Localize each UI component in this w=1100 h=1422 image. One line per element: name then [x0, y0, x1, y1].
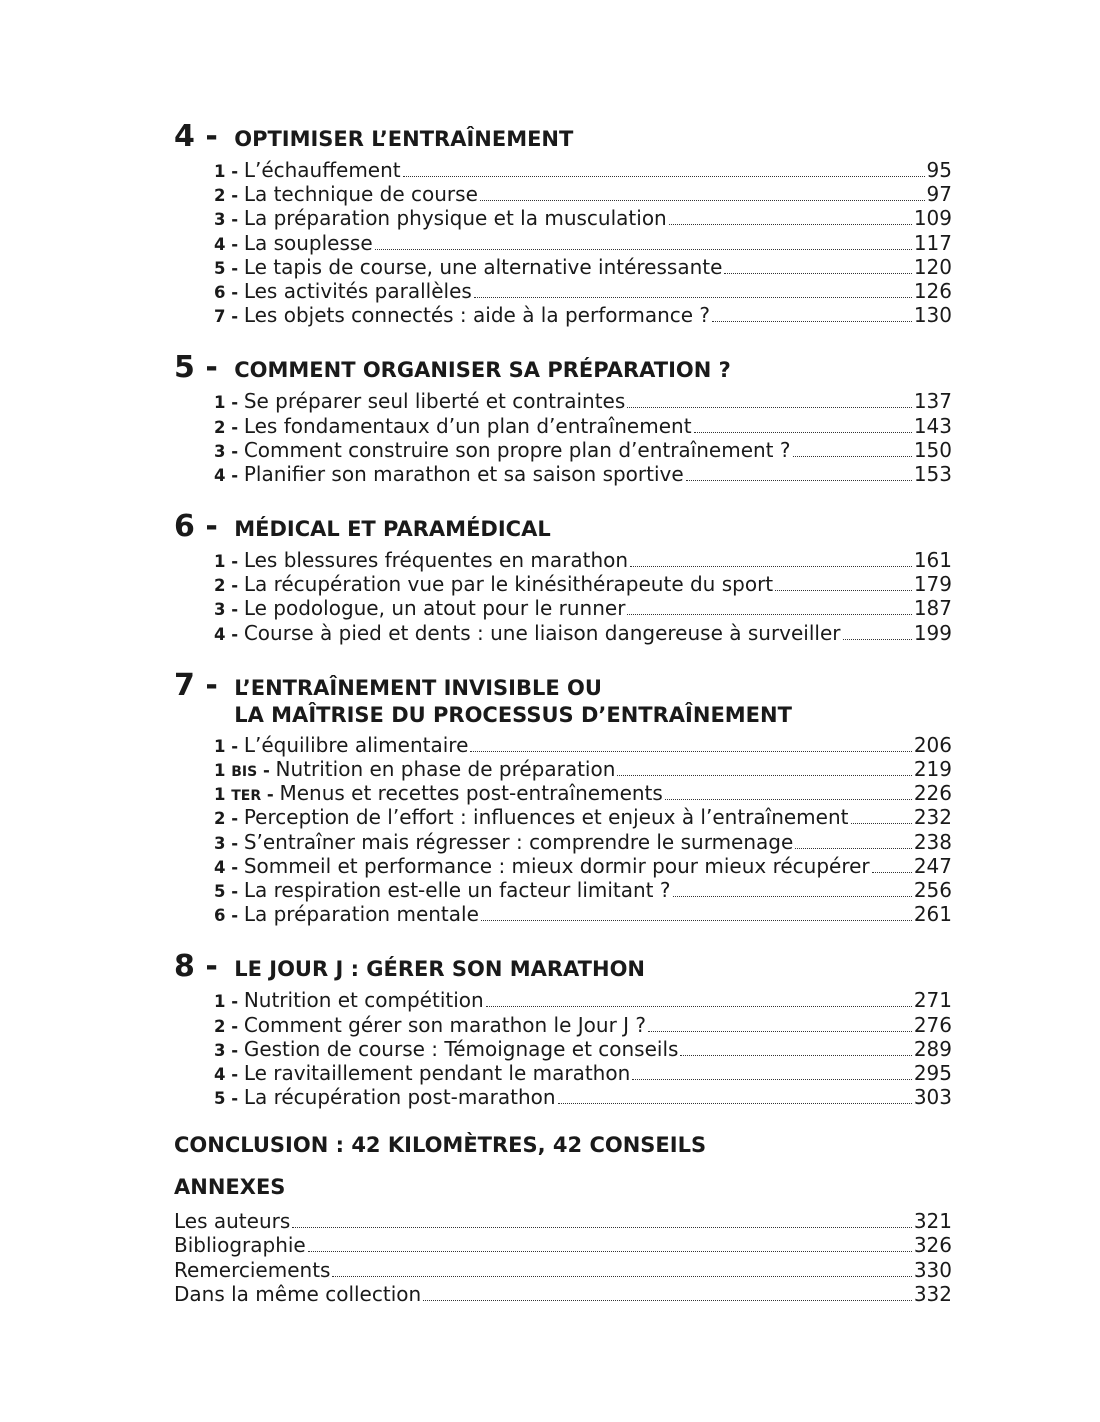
dot-leader — [403, 176, 925, 177]
toc-entry[interactable] — [214, 279, 952, 303]
entry-title: Dans la même collection — [174, 1281, 422, 1306]
conclusion-heading: CONCLUSION : 42 KILOMÈTRES, 42 CONSEILS — [174, 1133, 707, 1158]
toc-entry[interactable] — [214, 158, 952, 182]
entry-number: 4 - — [214, 1064, 244, 1084]
dot-leader — [795, 848, 912, 849]
entry-title: La respiration est-elle un facteur limitant ? — [243, 877, 671, 902]
dot-leader — [680, 1055, 911, 1056]
page-number: 117 — [913, 230, 952, 255]
page-number: 137 — [913, 389, 952, 414]
entry-title: Les fondamentaux d’un plan d’entraînement — [243, 413, 692, 438]
page-number: 126 — [913, 278, 952, 303]
page-number: 247 — [913, 853, 952, 878]
entry-number: 4 - — [214, 234, 244, 254]
entry-title: Comment gérer son marathon le Jour J ? — [243, 1012, 647, 1037]
toc-entry[interactable] — [174, 1258, 952, 1282]
dot-leader — [872, 872, 912, 873]
page-number: 95 — [926, 158, 952, 182]
toc-entry[interactable] — [214, 781, 952, 805]
page-number: 295 — [913, 1060, 952, 1085]
entry-title: Nutrition et compétition — [243, 988, 484, 1013]
dot-leader — [617, 775, 911, 776]
chapter-section — [174, 669, 952, 927]
page-number: 276 — [913, 1012, 952, 1037]
entry-title: Remerciements — [174, 1257, 331, 1282]
chapter-number: 4 - — [174, 119, 229, 154]
entry-title: Les blessures fréquentes en marathon — [243, 548, 629, 573]
entry-title: S’entraîner mais régresser : comprendre le surmenage — [243, 829, 794, 854]
dot-leader — [332, 1276, 911, 1277]
chapter-section — [174, 510, 952, 645]
dot-leader — [486, 1006, 912, 1007]
entry-number: 6 - — [214, 906, 244, 926]
chapter-title — [234, 956, 645, 983]
toc-entry[interactable] — [214, 805, 952, 829]
dot-leader — [470, 751, 911, 752]
page-number: 232 — [913, 805, 952, 830]
page-number: 120 — [913, 254, 952, 279]
dot-leader — [375, 249, 912, 250]
chapter-list — [174, 120, 952, 1109]
dot-leader — [481, 920, 912, 921]
entry-title: Le ravitaillement pendant le marathon — [243, 1060, 631, 1085]
entry-number: 1 TER - — [214, 785, 280, 805]
entry-title: Nutrition en phase de préparation — [275, 757, 616, 781]
toc-entry[interactable] — [214, 1085, 952, 1109]
entry-number: 5 - — [214, 258, 244, 278]
page-number: 289 — [913, 1036, 952, 1061]
chapter-title-line: L’ENTRAÎNEMENT INVISIBLE OU — [234, 675, 602, 700]
dot-leader — [627, 614, 911, 615]
toc-entry[interactable] — [214, 572, 952, 596]
entry-title: Le podologue, un atout pour le runner — [243, 596, 626, 621]
chapter-heading — [174, 950, 952, 984]
entry-number: 1 - — [214, 552, 244, 572]
chapter-title-line: LA MAÎTRISE DU PROCESSUS D’ENTRAÎNEMENT — [234, 702, 792, 727]
chapter-number: 5 - — [174, 350, 229, 386]
entry-number: 4 - — [214, 624, 244, 644]
entry-title: Gestion de course : Témoignage et conseils — [243, 1036, 679, 1061]
page-number: 271 — [913, 988, 952, 1013]
page-number: 303 — [913, 1085, 952, 1110]
chapter-title-line: OPTIMISER L’ENTRAÎNEMENT — [234, 127, 574, 151]
toc-entry[interactable] — [214, 830, 952, 854]
toc-entry[interactable] — [214, 878, 952, 902]
dot-leader — [686, 480, 912, 481]
dot-leader — [627, 407, 912, 408]
entry-number: 1 - — [214, 992, 244, 1012]
page-number: 109 — [913, 206, 952, 231]
page-number: 226 — [913, 781, 952, 806]
entry-title: Perception de l’effort : influences et enjeux à l’entraînement — [243, 805, 849, 830]
toc-entry[interactable] — [214, 757, 952, 781]
dot-leader — [480, 200, 925, 201]
dot-leader — [308, 1251, 912, 1252]
toc-entry[interactable] — [214, 596, 952, 620]
entry-title: La récupération vue par le kinésithérapeute du sport — [243, 572, 774, 597]
chapter-heading — [174, 669, 952, 729]
entry-title: Menus et recettes post-entraînements — [279, 781, 663, 806]
entry-number: 1 - — [214, 393, 244, 413]
toc-entry[interactable] — [214, 303, 952, 327]
dot-leader — [630, 566, 912, 567]
toc-entry[interactable] — [214, 548, 952, 572]
chapter-title-line: MÉDICAL ET PARAMÉDICAL — [234, 517, 551, 542]
toc-entry[interactable] — [214, 255, 952, 279]
entry-title: La technique de course — [243, 182, 478, 207]
dot-leader — [558, 1103, 912, 1104]
chapter-heading — [174, 351, 952, 385]
entry-number: 5 - — [214, 1089, 244, 1109]
entry-title: Planifier son marathon et sa saison sportive — [243, 461, 684, 486]
page-number: 206 — [913, 732, 952, 757]
page-number: 238 — [913, 829, 952, 854]
page-number: 150 — [913, 437, 952, 462]
page-number: 153 — [913, 461, 952, 486]
chapter-number: 8 - — [174, 949, 229, 985]
chapter-entry-list — [174, 548, 952, 645]
page-number: 256 — [913, 877, 952, 902]
entry-title: Les auteurs — [174, 1209, 291, 1234]
chapter-entry-list — [174, 733, 952, 927]
chapter-number: 6 - — [174, 509, 229, 545]
entry-number: 4 - — [214, 465, 244, 485]
entry-number: 2 - — [214, 1016, 244, 1036]
toc-entry[interactable] — [214, 389, 952, 413]
page-number: 321 — [913, 1209, 952, 1234]
dot-leader — [665, 799, 912, 800]
entry-title: Course à pied et dents : une liaison dangereuse à surveiller — [243, 620, 841, 645]
chapter-title — [234, 516, 551, 543]
chapter-title — [234, 126, 573, 153]
dot-leader — [669, 224, 912, 225]
entry-number: 3 - — [214, 833, 244, 853]
chapter-section — [174, 351, 952, 486]
dot-leader — [694, 432, 912, 433]
entry-number: 6 - — [214, 282, 244, 302]
entry-title: Le tapis de course, une alternative intéressante — [243, 254, 723, 279]
entry-title: La souplesse — [243, 230, 373, 255]
chapter-heading — [174, 120, 952, 154]
entry-number: 1 - — [214, 736, 244, 756]
entry-title: Se préparer seul liberté et contraintes — [243, 389, 626, 414]
page-number: 332 — [913, 1281, 952, 1306]
entry-title: La préparation mentale — [243, 902, 479, 927]
dot-leader — [292, 1227, 912, 1228]
entry-title: Les objets connectés : aide à la performance ? — [243, 303, 711, 328]
entry-title: La préparation physique et la musculation — [243, 206, 667, 231]
entry-number: 1 BIS - — [214, 761, 276, 780]
page-number: 130 — [913, 303, 952, 328]
entry-title: Les activités parallèles — [243, 278, 472, 303]
dot-leader — [775, 590, 912, 591]
page-number: 143 — [913, 413, 952, 438]
entry-number: 4 - — [214, 857, 244, 877]
dot-leader — [632, 1079, 912, 1080]
toc-entry[interactable] — [214, 182, 952, 206]
toc-entry[interactable] — [214, 988, 952, 1012]
chapter-title — [234, 357, 731, 384]
page-number: 261 — [913, 902, 952, 927]
entry-number: 2 - — [214, 576, 244, 596]
toc-entry[interactable] — [214, 206, 952, 230]
dot-leader — [843, 639, 912, 640]
entry-title: La récupération post-marathon — [243, 1085, 556, 1110]
dot-leader — [648, 1031, 912, 1032]
annexes-heading: ANNEXES — [174, 1175, 286, 1200]
entry-number: 3 - — [214, 600, 244, 620]
page-number: 97 — [926, 182, 952, 207]
page-number: 187 — [913, 596, 952, 621]
entry-number: 5 - — [214, 881, 244, 901]
dot-leader — [474, 297, 912, 298]
entry-number: 2 - — [214, 809, 244, 829]
toc-entry[interactable] — [214, 854, 952, 878]
dot-leader — [793, 456, 912, 457]
entry-number: 3 - — [214, 1040, 244, 1060]
toc-entry[interactable] — [214, 1037, 952, 1061]
toc-entry[interactable] — [214, 733, 952, 757]
dot-leader — [712, 321, 912, 322]
entry-number: 3 - — [214, 210, 244, 230]
dot-leader — [851, 823, 912, 824]
chapter-number: 7 - — [174, 667, 229, 703]
annexes-section — [174, 1173, 952, 1306]
toc-entry[interactable] — [214, 621, 952, 645]
chapter-heading — [174, 510, 952, 544]
toc-entry[interactable] — [174, 1233, 952, 1257]
page-number: 330 — [913, 1257, 952, 1282]
toc-entry[interactable] — [214, 414, 952, 438]
toc-entry[interactable] — [174, 1209, 952, 1233]
toc-entry[interactable] — [214, 231, 952, 255]
chapter-entry-list — [174, 988, 952, 1109]
toc-entry[interactable] — [214, 1061, 952, 1085]
toc-entry[interactable] — [174, 1282, 952, 1306]
page-number: 326 — [913, 1233, 952, 1258]
chapter-section — [174, 120, 952, 327]
toc-entry[interactable] — [214, 1013, 952, 1037]
entry-number: 1 - — [214, 162, 244, 181]
dot-leader — [673, 896, 912, 897]
toc-entry[interactable] — [214, 462, 952, 486]
entry-title: Comment construire son propre plan d’entraînement ? — [243, 437, 791, 462]
toc-entry[interactable] — [214, 438, 952, 462]
chapter-title — [234, 675, 792, 729]
entry-title: Sommeil et performance : mieux dormir pour mieux récupérer — [243, 853, 870, 878]
chapter-title-line: LE JOUR J : GÉRER SON MARATHON — [234, 957, 646, 982]
dot-leader — [423, 1300, 912, 1301]
chapter-section — [174, 950, 952, 1109]
entry-title: Bibliographie — [174, 1233, 306, 1258]
page-number: 179 — [913, 572, 952, 597]
page-number: 199 — [913, 620, 952, 645]
table-of-contents — [174, 120, 952, 1306]
entry-number: 2 - — [214, 417, 244, 437]
page-number: 219 — [913, 757, 952, 781]
entry-number: 2 - — [214, 186, 244, 206]
page-number: 161 — [913, 548, 952, 573]
entry-number: 3 - — [214, 441, 244, 461]
dot-leader — [724, 273, 911, 274]
toc-entry[interactable] — [214, 902, 952, 926]
entry-number: 7 - — [214, 307, 244, 327]
chapter-entry-list — [174, 389, 952, 486]
annexes-entry-list — [174, 1209, 952, 1306]
entry-title: L’équilibre alimentaire — [243, 732, 469, 757]
entry-title: L’échauffement — [243, 158, 401, 182]
chapter-title-line: COMMENT ORGANISER SA PRÉPARATION ? — [234, 358, 731, 383]
chapter-entry-list — [174, 158, 952, 327]
